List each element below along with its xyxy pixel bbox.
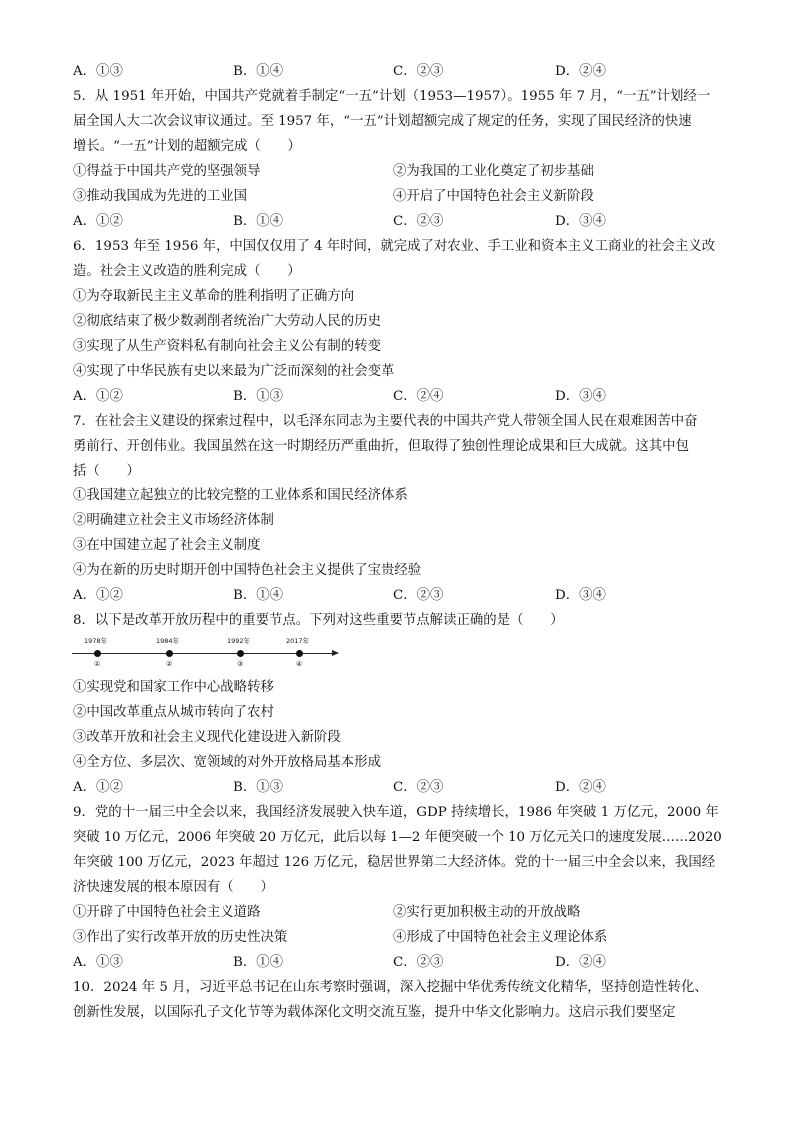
timeline-arrow-icon — [332, 650, 339, 656]
q9-option-d[interactable]: D．②④ — [555, 955, 606, 970]
q5-option-a[interactable]: A．①② — [73, 214, 123, 229]
q7-item-4: ④为在新的历史时期开创中国特色社会主义提供了宝贵经验 — [73, 563, 422, 578]
timeline-year-1: 1978年 — [84, 637, 108, 645]
timeline-marker-3: ③ — [237, 660, 244, 668]
q5-item-3: ③推动我国成为先进的工业国 — [73, 189, 248, 204]
timeline-dot — [94, 650, 101, 657]
timeline-dot — [296, 650, 303, 657]
q4-option-c[interactable]: C．②③ — [393, 64, 444, 79]
timeline-axis-line — [72, 653, 334, 654]
q5-item-1: ①得益于中国共产党的坚强领导 — [73, 164, 261, 179]
q6-option-c[interactable]: C．②④ — [393, 389, 444, 404]
q7-options — [73, 586, 733, 606]
q9-item-1: ①开辟了中国特色社会主义道路 — [73, 905, 261, 920]
q5-item-2: ②为我国的工业化奠定了初步基础 — [393, 164, 594, 179]
timeline-marker-1: ① — [94, 660, 101, 668]
q7-option-b[interactable]: B．①④ — [233, 588, 284, 603]
q7-option-c[interactable]: C．②③ — [393, 588, 444, 603]
timeline-marker-2: ② — [166, 660, 173, 668]
q5-stem-line-1: 5．从 1951 年开始，中国共产党就着手制定“一五”计划（1953—1957）。1955 年 7 月，“一五”计划经一 — [73, 89, 711, 104]
timeline-year-2: 1984年 — [156, 637, 180, 645]
q8-options — [73, 778, 733, 798]
q7-option-d[interactable]: D．③④ — [555, 588, 606, 603]
q10-stem-line-1: 10．2024 年 5 月，习近平总书记在山东考察时强调，深入挖掘中华优秀传统文化精华，坚持创造性转化、 — [73, 980, 708, 995]
q6-options — [73, 387, 733, 407]
q8-item-1: ①实现党和国家工作中心战略转移 — [73, 680, 274, 695]
timeline-year-3: 1992年 — [227, 637, 251, 645]
q5-items-row-2 — [73, 187, 733, 207]
q4-options — [73, 62, 733, 82]
q8-timeline-figure — [70, 636, 340, 672]
q4-option-a[interactable]: A．①③ — [73, 64, 123, 79]
q8-option-d[interactable]: D．②④ — [555, 780, 606, 795]
q6-item-1: ①为夺取新民主主义革命的胜利指明了正确方向 — [73, 289, 355, 304]
q7-item-3: ③在中国建立起了社会主义制度 — [73, 538, 261, 553]
q7-item-1: ①我国建立起独立的比较完整的工业体系和国民经济体系 — [73, 488, 408, 503]
q6-stem-line-1: 6．1953 年至 1956 年，中国仅仅用了 4 年时间，就完成了对农业、手工业和资本主义工商业的社会主义改 — [73, 239, 716, 254]
q8-item-2: ②中国改革重点从城市转向了农村 — [73, 705, 274, 720]
timeline-marker-4: ④ — [296, 660, 303, 668]
q9-stem-line-3: 年突破 100 万亿元，2023 年超过 126 万亿元，稳居世界第二大经济体。党的十一届三中全会以来，我国经 — [73, 855, 716, 870]
q5-option-b[interactable]: B．①④ — [233, 214, 284, 229]
q5-stem-line-3: 增长。“一五”计划的超额完成（ ） — [73, 139, 301, 154]
q5-item-4: ④开启了中国特色社会主义新阶段 — [393, 189, 594, 204]
q9-option-b[interactable]: B．①④ — [233, 955, 284, 970]
timeline-dot — [237, 650, 244, 657]
q5-option-c[interactable]: C．②③ — [393, 214, 444, 229]
q6-option-a[interactable]: A．①② — [73, 389, 123, 404]
q7-stem-line-1: 7．在社会主义建设的探索过程中，以毛泽东同志为主要代表的中国共产党人带领全国人民在艰难困苦中奋 — [73, 414, 698, 429]
q6-option-b[interactable]: B．①③ — [233, 389, 284, 404]
q7-item-2: ②明确建立社会主义市场经济体制 — [73, 513, 274, 528]
timeline-dot — [166, 650, 173, 657]
q7-stem-line-2: 勇前行、开创伟业。我国虽然在这一时期经历严重曲折，但取得了独创性理论成果和巨大成就。这其中包 — [73, 439, 689, 454]
q9-items-row-1 — [73, 903, 733, 923]
q9-item-3: ③作出了实行改革开放的历史性决策 — [73, 930, 288, 945]
q5-option-d[interactable]: D．③④ — [555, 214, 606, 229]
q9-option-a[interactable]: A．①③ — [73, 955, 123, 970]
q9-items-row-2 — [73, 928, 733, 948]
q9-stem-line-2: 突破 10 万亿元，2006 年突破 20 万亿元，此后以每 1—2 年便突破一个 10 万亿元关口的速度发展……2020 — [73, 830, 722, 845]
q6-stem-line-2: 造。社会主义改造的胜利完成（ ） — [73, 264, 301, 279]
q4-option-d[interactable]: D．②④ — [555, 64, 606, 79]
q6-item-2: ②彻底结束了极少数剥削者统治广大劳动人民的历史 — [73, 314, 381, 329]
q9-item-2: ②实行更加积极主动的开放战略 — [393, 905, 581, 920]
q8-option-b[interactable]: B．①③ — [233, 780, 284, 795]
q8-stem-line-1: 8．以下是改革开放历程中的重要节点。下列对这些重要节点解读正确的是（ ） — [73, 613, 564, 628]
q9-options — [73, 953, 733, 973]
timeline-year-4: 2017年 — [286, 637, 310, 645]
q9-item-4: ④形成了中国特色社会主义理论体系 — [393, 930, 608, 945]
q4-option-b[interactable]: B．①④ — [233, 64, 284, 79]
q6-option-d[interactable]: D．③④ — [555, 389, 606, 404]
q6-item-4: ④实现了中华民族有史以来最为广泛而深刻的社会变革 — [73, 364, 395, 379]
q5-options — [73, 212, 733, 232]
q9-stem-line-4: 济快速发展的根本原因有（ ） — [73, 880, 274, 895]
q9-option-c[interactable]: C．②③ — [393, 955, 444, 970]
q8-item-4: ④全方位、多层次、宽领域的对外开放格局基本形成 — [73, 755, 381, 770]
q8-option-c[interactable]: C．②③ — [393, 780, 444, 795]
q5-stem-line-2: 届全国人大二次会议审议通过。至 1957 年，“一五”计划超额完成了规定的任务，实现了国民经济的快速 — [73, 114, 692, 129]
q5-items-row-1 — [73, 162, 733, 182]
q6-item-3: ③实现了从生产资料私有制向社会主义公有制的转变 — [73, 339, 381, 354]
q10-stem-line-2: 创新性发展，以国际孔子文化节等为载体深化文明交流互鉴，提升中华文化影响力。这启示我们要坚定 — [73, 1005, 676, 1020]
q9-stem-line-1: 9．党的十一届三中全会以来，我国经济发展驶入快车道，GDP 持续增长，1986 年突破 1 万亿元，2000 年 — [73, 805, 719, 820]
q8-item-3: ③改革开放和社会主义现代化建设进入新阶段 — [73, 730, 341, 745]
q7-option-a[interactable]: A．①② — [73, 588, 123, 603]
q8-option-a[interactable]: A．①② — [73, 780, 123, 795]
q7-stem-line-3: 括（ ） — [73, 464, 140, 479]
